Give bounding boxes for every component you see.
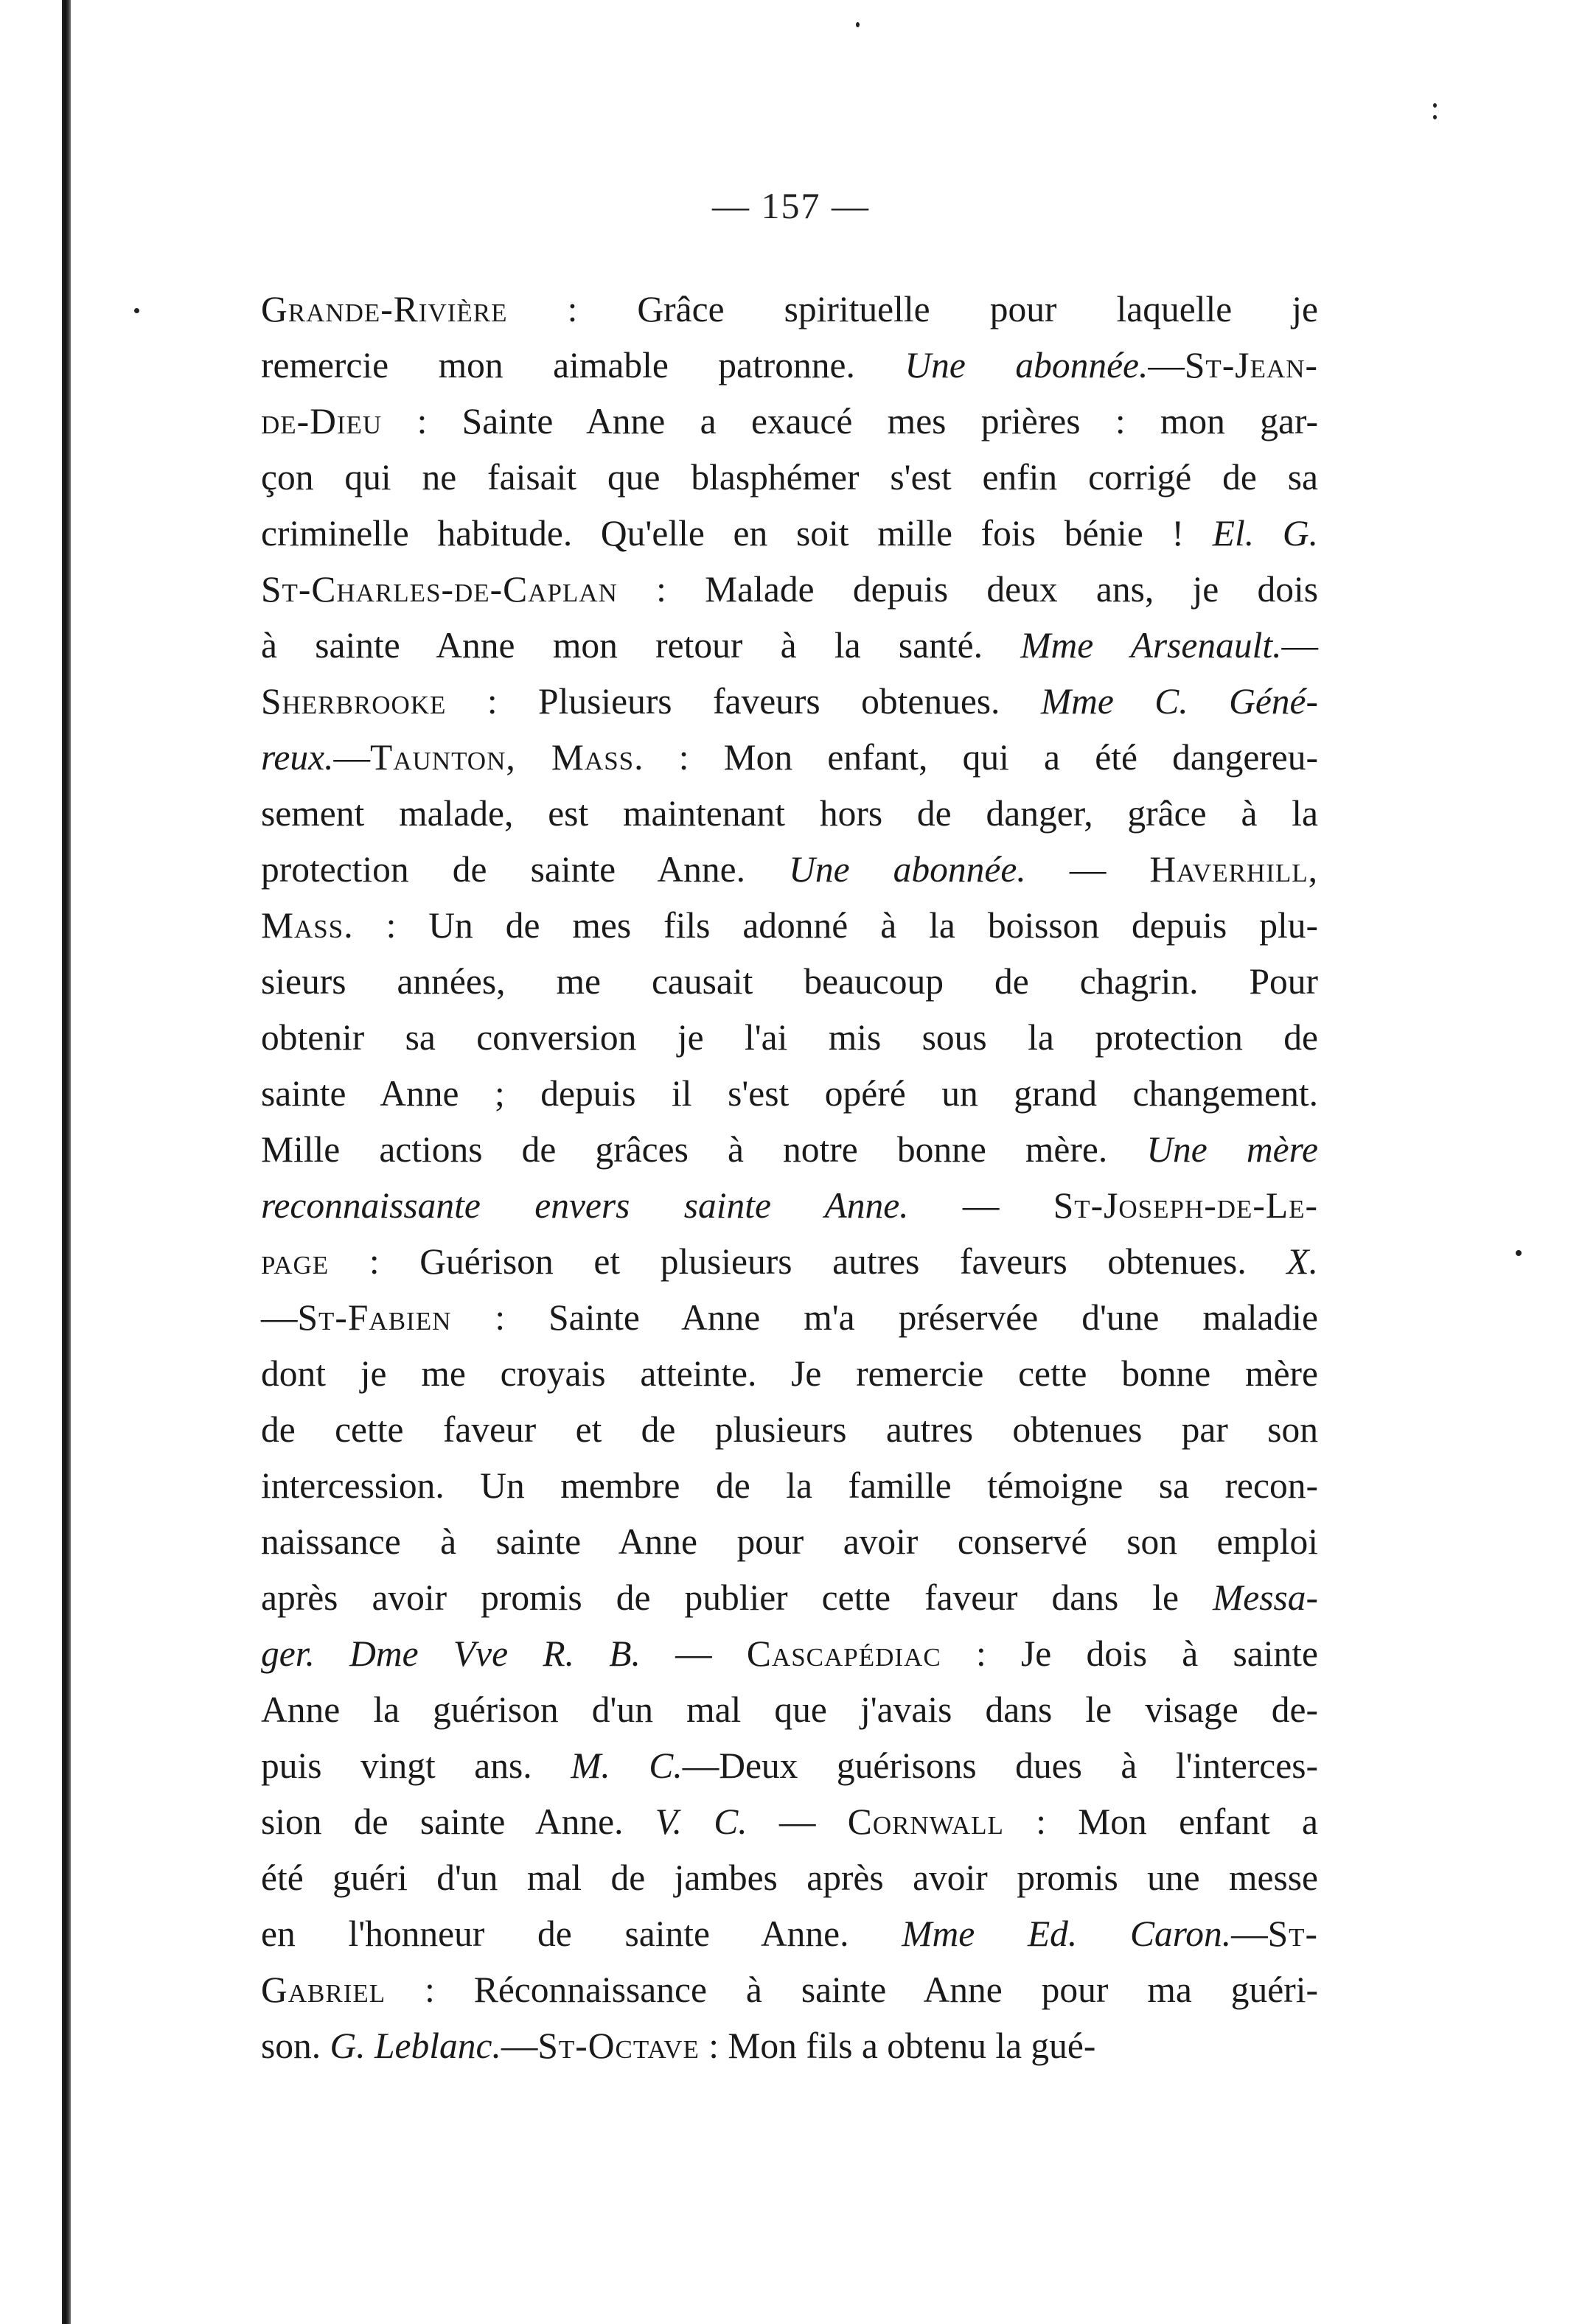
place-name: Cascapédiac — [746, 1633, 941, 1674]
text-run: son. — [261, 2025, 330, 2066]
text-run: — — [1148, 345, 1185, 385]
text-run: de cette faveur et de plusieurs autres obtenues par son — [261, 1409, 1318, 1450]
text-run: sainte Anne ; depuis il s'est opéré un grand changement. — [261, 1073, 1318, 1114]
text-line — [261, 338, 1318, 394]
text-line — [261, 1010, 1318, 1066]
text-line — [261, 1122, 1318, 1178]
place-name: Gabriel — [261, 1969, 386, 2010]
place-name: St-Charles-de-Caplan — [261, 569, 618, 610]
text-line — [261, 618, 1318, 674]
text-line — [261, 562, 1318, 618]
text-line — [261, 1906, 1318, 1962]
place-name: St-Jean- — [1184, 345, 1318, 385]
text-line — [261, 1626, 1318, 1682]
text-line — [261, 898, 1318, 954]
text-line — [261, 282, 1318, 338]
page-number: — 157 — — [712, 185, 870, 226]
binding-speck — [1516, 1250, 1522, 1256]
text-run: — — [501, 2025, 538, 2066]
text-line — [261, 954, 1318, 1010]
text-run: : Réconnaissance à sainte Anne pour ma guéri- — [386, 1969, 1318, 2010]
text-run: sion de sainte Anne. — [261, 1801, 655, 1842]
text-run: — — [333, 737, 370, 778]
text-run: — — [1281, 625, 1319, 666]
text-line — [261, 1682, 1318, 1738]
text-run: puis vingt ans. — [261, 1745, 571, 1786]
binding-speck — [856, 22, 860, 27]
text-line — [261, 1738, 1318, 1794]
place-name: Taunton, Mass. — [370, 737, 644, 778]
binding-edge — [62, 0, 71, 2324]
text-run: sement malade, est maintenant hors de danger, grâce à la — [261, 793, 1318, 834]
signature: V. C. — [655, 1801, 748, 1842]
signature: M. C. — [571, 1745, 683, 1786]
text-run: sieurs années, me causait beaucoup de chagrin. Pour — [261, 961, 1318, 1002]
binding-speck — [1433, 103, 1437, 108]
text-run: protection de sainte Anne. — [261, 849, 790, 890]
text-run: — — [747, 1801, 848, 1842]
signature: reconnaissante envers sainte Anne. — [261, 1185, 909, 1226]
text-run: en l'honneur de sainte Anne. — [261, 1913, 902, 1954]
signature: G. Leblanc. — [330, 2025, 501, 2066]
text-run: : Je dois à sainte — [941, 1633, 1318, 1674]
text-run: été guéri d'un mal de jambes après avoir promis une messe — [261, 1857, 1318, 1898]
place-name: St-Fabien — [297, 1297, 452, 1338]
signature: Mme Arsenault. — [1020, 625, 1282, 666]
text-line — [261, 506, 1318, 562]
text-line — [261, 1794, 1318, 1850]
text-run: après avoir promis de publier cette faveur dans le — [261, 1577, 1213, 1618]
text-run: dont je me croyais atteinte. Je remercie cette bonne mère — [261, 1353, 1318, 1394]
signature: Une abonnée. — [905, 345, 1149, 385]
text-run: Mille actions de grâces à notre bonne mère. — [261, 1129, 1147, 1170]
signature: Une abonnée. — [789, 849, 1026, 890]
text-line — [261, 1962, 1318, 2018]
place-name: Cornwall — [847, 1801, 1004, 1842]
place-name: St-Octave — [537, 2025, 700, 2066]
signature: reux. — [261, 737, 334, 778]
text-line — [261, 394, 1318, 450]
text-line — [261, 1178, 1318, 1234]
text-line — [261, 1066, 1318, 1122]
text-run: remercie mon aimable patronne. — [261, 345, 905, 385]
signature: Messa- — [1213, 1577, 1318, 1618]
text-run: : Mon enfant, qui a été dangereu- — [644, 737, 1318, 778]
text-line — [261, 1458, 1318, 1514]
text-run: — — [908, 1185, 1053, 1226]
text-run: naissance à sainte Anne pour avoir conservé son emploi — [261, 1521, 1318, 1562]
place-name: de-Dieu — [261, 401, 383, 442]
text-run: — — [1025, 849, 1150, 890]
text-run: : Guérison et plusieurs autres faveurs obtenues. — [329, 1241, 1287, 1282]
signature: Mme Ed. Caron. — [902, 1913, 1232, 1954]
text-run: : Sainte Anne m'a préservée d'une maladie — [451, 1297, 1318, 1338]
text-run: —Deux guérisons dues à l'interces- — [682, 1745, 1318, 1786]
place-name: St- — [1267, 1913, 1318, 1954]
place-name: Haverhill, — [1149, 849, 1318, 890]
text-run: : Mon enfant a — [1003, 1801, 1319, 1842]
signature: ger. Dme Vve R. B. — [261, 1633, 641, 1674]
text-line — [261, 730, 1318, 786]
place-name: page — [261, 1241, 330, 1282]
text-line — [261, 1570, 1318, 1626]
text-line — [261, 1346, 1318, 1402]
place-name: Grande-Rivière — [261, 289, 508, 329]
signature: X. — [1286, 1241, 1318, 1282]
place-name: Mass. — [261, 905, 354, 946]
text-line — [261, 1850, 1318, 1906]
text-run: — — [261, 1297, 298, 1338]
text-run: Anne la guérison d'un mal que j'avais dans le visage de- — [261, 1689, 1318, 1730]
text-line — [261, 786, 1318, 842]
text-line — [261, 1290, 1318, 1346]
text-run: criminelle habitude. Qu'elle en soit mille fois bénie ! — [261, 513, 1213, 554]
text-run: intercession. Un membre de la famille témoigne sa recon- — [261, 1465, 1318, 1506]
text-run: çon qui ne faisait que blasphémer s'est enfin corrigé de sa — [261, 457, 1318, 498]
text-run: — — [640, 1633, 747, 1674]
signature: Une mère — [1146, 1129, 1318, 1170]
text-line — [261, 450, 1318, 506]
text-line — [261, 842, 1318, 898]
text-run: : Malade depuis deux ans, je dois — [617, 569, 1318, 610]
text-line — [261, 1514, 1318, 1570]
signature: Mme C. Géné- — [1040, 681, 1319, 722]
text-run: : Grâce spirituelle pour laquelle je — [507, 289, 1318, 329]
text-line — [261, 1234, 1318, 1290]
text-run: : Un de mes fils adonné à la boisson depuis plu- — [353, 905, 1318, 946]
text-run: — — [1231, 1913, 1268, 1954]
body-text — [261, 282, 1318, 2074]
text-run: à sainte Anne mon retour à la santé. — [261, 625, 1021, 666]
binding-speck — [1433, 115, 1437, 119]
text-run: : Mon fils a obtenu la gué- — [699, 2025, 1096, 2066]
place-name: St-Joseph-de-Le- — [1053, 1185, 1318, 1226]
text-run: : Sainte Anne a exaucé mes prières : mon gar- — [382, 401, 1318, 442]
text-line — [261, 674, 1318, 730]
text-line — [261, 1402, 1318, 1458]
place-name: Sherbrooke — [261, 681, 447, 722]
signature: El. G. — [1212, 513, 1318, 554]
binding-speck — [134, 308, 139, 313]
text-line — [261, 2018, 1318, 2074]
text-run: obtenir sa conversion je l'ai mis sous la protection de — [261, 1017, 1318, 1058]
text-run: : Plusieurs faveurs obtenues. — [446, 681, 1041, 722]
